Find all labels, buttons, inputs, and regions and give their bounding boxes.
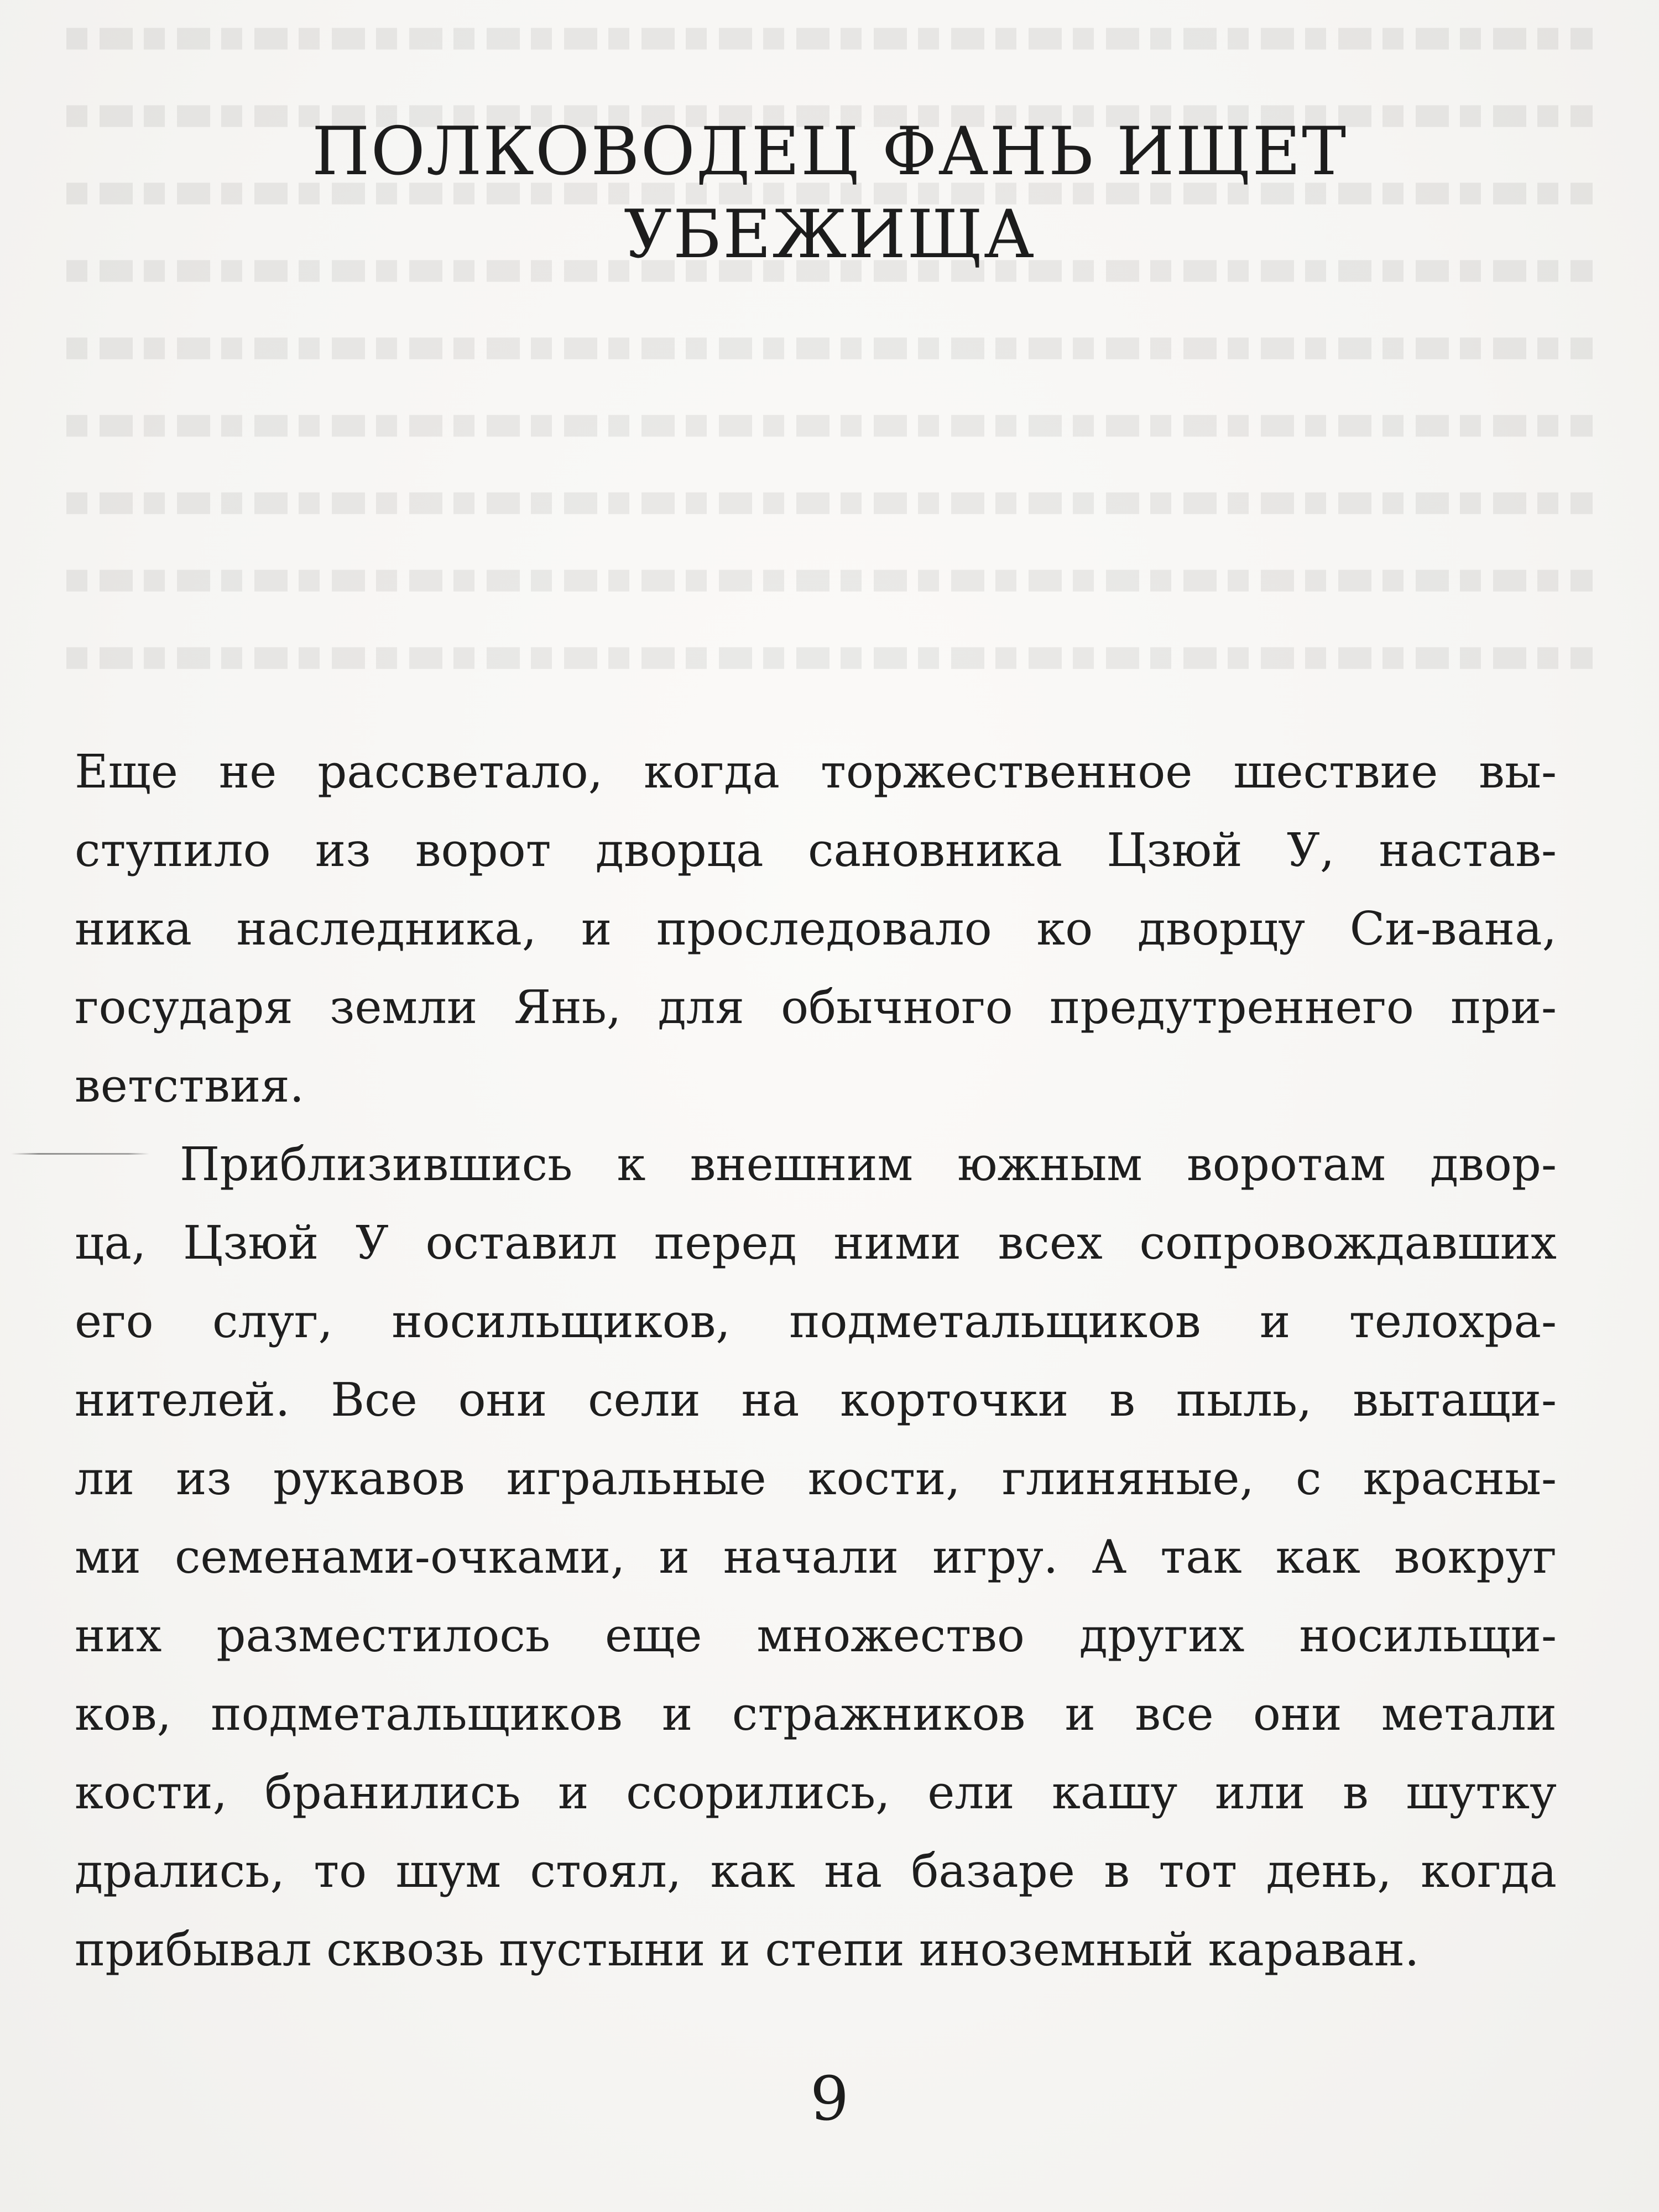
paragraph-2 bbox=[75, 1125, 1557, 1989]
body-text bbox=[75, 733, 1557, 1989]
chapter-title-line-1: ПОЛКОВОДЕЦ ФАНЬ ИЩЕТ bbox=[311, 113, 1348, 190]
text-line: ника наследника, и проследовало ко дворцу Си-вана, bbox=[75, 902, 1557, 956]
text-line: кости, бранились и ссорились, ели кашу или в шутку bbox=[75, 1766, 1557, 1819]
text-line: Приблизившись к внешним южным воротам двор- bbox=[180, 1138, 1557, 1191]
text-line: ступило из ворот дворца сановника Цзюй У, настав- bbox=[75, 823, 1557, 877]
page-number: 9 bbox=[810, 2063, 849, 2134]
text-line: прибывал сквозь пустыни и степи иноземный караван. bbox=[75, 1923, 1420, 1976]
chapter-title-line-2: УБЕЖИЩА bbox=[624, 196, 1035, 273]
pencil-mark bbox=[11, 1153, 149, 1155]
chapter-title bbox=[0, 111, 1659, 276]
text-line: Еще не рассветало, когда торжественное шествие вы- bbox=[75, 745, 1557, 799]
text-line: ли из рукавов игральные кости, глиняные, с красны- bbox=[75, 1452, 1557, 1505]
text-line: государя земли Янь, для обычного предутреннего при- bbox=[75, 980, 1557, 1034]
text-line: них разместилось еще множество других носильщи- bbox=[75, 1609, 1557, 1662]
text-line: дрались, то шум стоял, как на базаре в тот день, когда bbox=[75, 1844, 1557, 1898]
paragraph-1 bbox=[75, 733, 1557, 1125]
show-through-texture bbox=[66, 0, 1593, 719]
text-line: нителей. Все они сели на корточки в пыль, вытащи- bbox=[75, 1373, 1557, 1427]
text-line: ца, Цзюй У оставил перед ними всех сопровождавших bbox=[75, 1216, 1557, 1270]
text-line: ветствия. bbox=[75, 1059, 304, 1113]
text-line: ми семенами-очками, и начали игру. А так как вокруг bbox=[75, 1530, 1557, 1584]
text-line: ков, подметальщиков и стражников и все они метали bbox=[75, 1687, 1557, 1741]
text-line: его слуг, носильщиков, подметальщиков и телохра- bbox=[75, 1295, 1557, 1348]
